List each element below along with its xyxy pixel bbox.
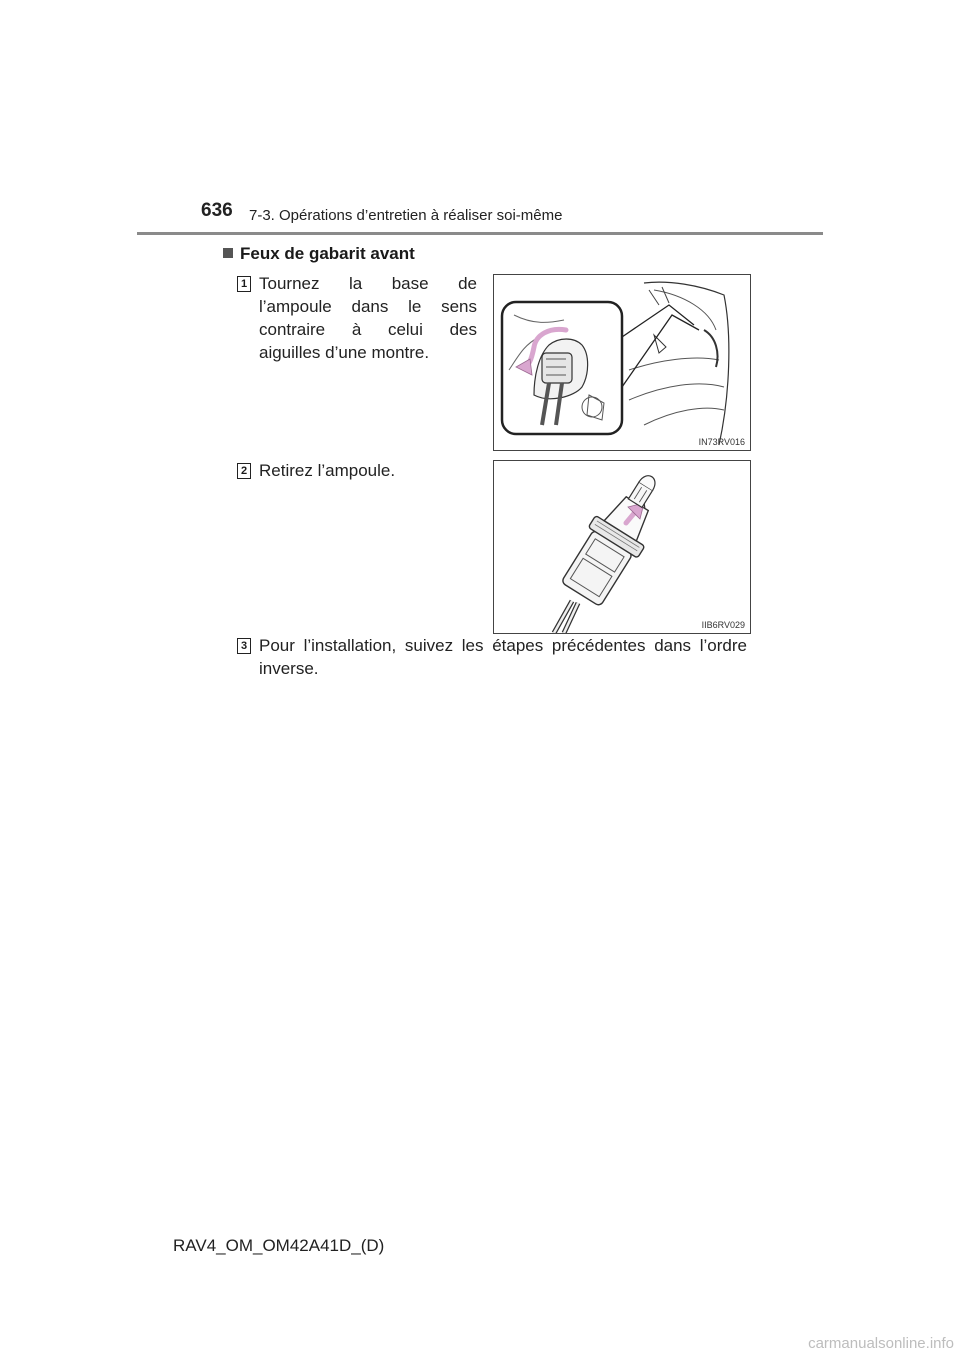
step-number-1: 1 xyxy=(237,276,251,292)
header-divider xyxy=(137,232,823,235)
figure-headlight-socket xyxy=(493,274,751,451)
step-text-3: Pour l’installation, suivez les étapes précédentes dans l’ordre inverse. xyxy=(259,636,747,678)
figure-bulb-removal xyxy=(493,460,751,634)
step-number-3: 3 xyxy=(237,638,251,654)
page-number: 636 xyxy=(201,200,233,221)
figure-code: IN73RV016 xyxy=(698,437,745,447)
watermark: carmanualsonline.info xyxy=(808,1335,954,1352)
subsection-heading xyxy=(223,244,415,264)
step-number-2: 2 xyxy=(237,463,251,479)
figure-code: IIB6RV029 xyxy=(701,620,745,630)
step-text-1: Tournez la base de l’ampoule dans le sens contraire à celui des aiguilles d’une montre. xyxy=(259,274,477,362)
step-text-2: Retirez l’ampoule. xyxy=(259,461,396,480)
square-bullet-icon xyxy=(223,248,233,258)
section-title: 7-3. Opérations d’entretien à réaliser soi-même xyxy=(249,207,563,224)
document-code: RAV4_OM_OM42A41D_(D) xyxy=(173,1236,385,1255)
headlight-illustration xyxy=(494,275,750,450)
subsection-title: Feux de gabarit avant xyxy=(240,244,415,263)
bulb-socket-illustration xyxy=(494,461,750,633)
